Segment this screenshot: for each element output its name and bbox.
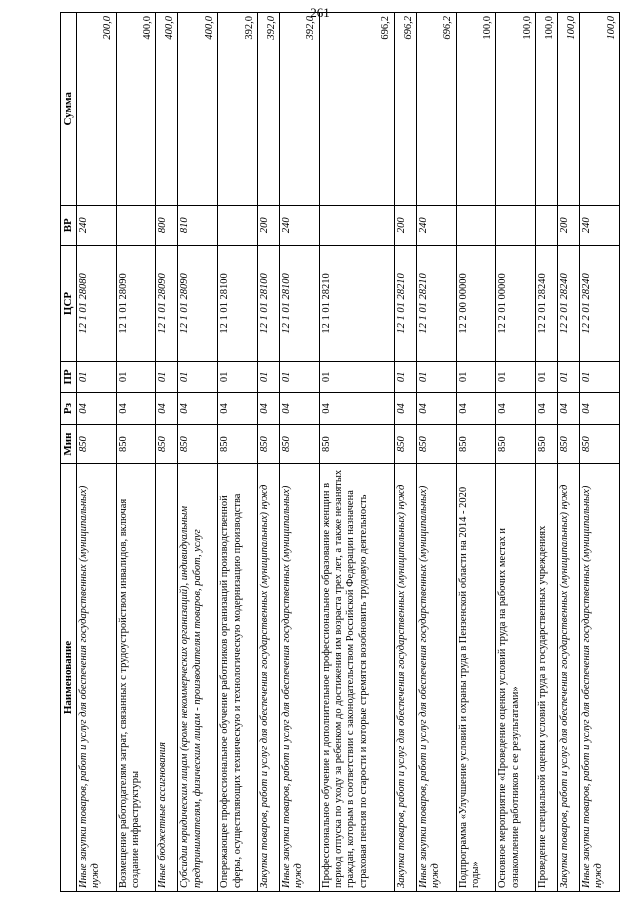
cell-min: 850 xyxy=(178,425,218,464)
cell-rz: 04 xyxy=(416,392,456,425)
table-row xyxy=(257,13,279,892)
table-row xyxy=(456,13,496,892)
cell-pr: 01 xyxy=(416,361,456,392)
cell-rz: 04 xyxy=(456,392,496,425)
header-vr: ВР xyxy=(61,205,77,245)
cell-sum: 100,0 xyxy=(496,13,536,206)
cell-sum: 100,0 xyxy=(558,13,580,206)
cell-sum: 696,2 xyxy=(416,13,456,206)
cell-rz: 04 xyxy=(156,392,178,425)
cell-pr: 01 xyxy=(496,361,536,392)
cell-vr xyxy=(496,205,536,245)
cell-rz: 04 xyxy=(218,392,258,425)
cell-min: 850 xyxy=(76,425,116,464)
cell-min: 850 xyxy=(116,425,156,464)
cell-vr xyxy=(319,205,394,245)
cell-pr: 01 xyxy=(76,361,116,392)
cell-pr: 01 xyxy=(536,361,558,392)
cell-pr: 01 xyxy=(156,361,178,392)
cell-rz: 04 xyxy=(536,392,558,425)
page-number: 261 xyxy=(310,5,330,20)
cell-csr: 12 2 01 28240 xyxy=(558,245,580,361)
table-row xyxy=(279,13,319,892)
cell-csr: 12 1 01 28080 xyxy=(76,245,116,361)
budget-table xyxy=(60,12,620,892)
table-row xyxy=(394,13,416,892)
cell-min: 850 xyxy=(319,425,394,464)
cell-name: Закупка товаров, работ и услуг для обеспечения государственных (муниципальных) нужд xyxy=(558,463,580,891)
cell-csr: 12 1 01 28100 xyxy=(218,245,258,361)
cell-rz: 04 xyxy=(394,392,416,425)
cell-vr xyxy=(218,205,258,245)
cell-name: Иные закупки товаров, работ и услуг для обеспечения государственных (муниципальных) нужд xyxy=(279,463,319,891)
cell-name: Основное мероприятие «Проведение оценки условий труда на рабочих местах и ознакомление работников с ее результатами» xyxy=(496,463,536,891)
table-row xyxy=(416,13,456,892)
cell-min: 850 xyxy=(536,425,558,464)
cell-name: Субсидии юридическим лицам (кроме некоммерческих организаций), индивидуальным предпринимателям, физическим лицам - производителям товаров, работ, услуг xyxy=(178,463,218,891)
cell-name: Закупка товаров, работ и услуг для обеспечения государственных (муниципальных) нужд xyxy=(257,463,279,891)
cell-name: Иные бюджетные ассигнования xyxy=(156,463,178,891)
table-row xyxy=(536,13,558,892)
cell-min: 850 xyxy=(156,425,178,464)
cell-vr: 240 xyxy=(416,205,456,245)
cell-rz: 04 xyxy=(580,392,620,425)
cell-sum: 100,0 xyxy=(536,13,558,206)
header-rz: Рз xyxy=(61,392,77,425)
rotated-table-container xyxy=(60,12,620,892)
cell-name: Профессиональное обучение и дополнительное профессиональное образование женщин в период отпуска по уходу за ребенком до достижения им возраста трех лет, а также незанятых граждан, которым в соответствии с законодательством Российской Федерации назначена страховая пенсия по старости и которые стремятся возобновить трудовую деятельность xyxy=(319,463,394,891)
cell-pr: 01 xyxy=(456,361,496,392)
cell-min: 850 xyxy=(558,425,580,464)
cell-csr: 12 1 01 28210 xyxy=(394,245,416,361)
cell-sum: 696,2 xyxy=(319,13,394,206)
cell-pr: 01 xyxy=(319,361,394,392)
cell-vr: 810 xyxy=(178,205,218,245)
cell-min: 850 xyxy=(394,425,416,464)
cell-rz: 04 xyxy=(76,392,116,425)
header-sum: Сумма xyxy=(61,13,77,206)
cell-vr: 200 xyxy=(558,205,580,245)
table-row xyxy=(580,13,620,892)
cell-sum: 400,0 xyxy=(178,13,218,206)
cell-pr: 01 xyxy=(218,361,258,392)
cell-vr xyxy=(536,205,558,245)
cell-min: 850 xyxy=(416,425,456,464)
cell-csr: 12 2 00 00000 xyxy=(456,245,496,361)
cell-name: Возмещение работодателям затрат, связанных с трудоустройством инвалидов, включая создание инфраструктуры xyxy=(116,463,156,891)
cell-sum: 400,0 xyxy=(156,13,178,206)
table-row xyxy=(116,13,156,892)
cell-sum: 100,0 xyxy=(580,13,620,206)
cell-csr: 12 1 01 28210 xyxy=(319,245,394,361)
cell-pr: 01 xyxy=(279,361,319,392)
table-row xyxy=(558,13,580,892)
header-name: Наименование xyxy=(61,463,77,891)
cell-min: 850 xyxy=(496,425,536,464)
cell-vr: 200 xyxy=(257,205,279,245)
cell-name: Подпрограмма «Улучшение условий и охраны труда в Пензенской области на 2014 - 2020 годы» xyxy=(456,463,496,891)
table-row xyxy=(76,13,116,892)
cell-rz: 04 xyxy=(116,392,156,425)
table-row xyxy=(218,13,258,892)
cell-sum: 696,2 xyxy=(394,13,416,206)
cell-name: Опережающее профессиональное обучение работников организаций производственной сферы, осуществляющих техническую и технологическую модернизацию производства xyxy=(218,463,258,891)
cell-csr: 12 1 01 28100 xyxy=(279,245,319,361)
cell-pr: 01 xyxy=(558,361,580,392)
cell-csr: 12 1 01 28090 xyxy=(156,245,178,361)
cell-pr: 01 xyxy=(178,361,218,392)
table-row xyxy=(178,13,218,892)
cell-sum: 200,0 xyxy=(76,13,116,206)
cell-rz: 04 xyxy=(558,392,580,425)
cell-name: Закупка товаров, работ и услуг для обеспечения государственных (муниципальных) нужд xyxy=(394,463,416,891)
cell-vr xyxy=(116,205,156,245)
cell-vr: 800 xyxy=(156,205,178,245)
table-row xyxy=(319,13,394,892)
cell-min: 850 xyxy=(580,425,620,464)
cell-csr: 12 1 01 28100 xyxy=(257,245,279,361)
cell-name: Иные закупки товаров, работ и услуг для обеспечения государственных (муниципальных) нужд xyxy=(416,463,456,891)
cell-rz: 04 xyxy=(319,392,394,425)
cell-sum: 100,0 xyxy=(456,13,496,206)
cell-vr: 240 xyxy=(76,205,116,245)
cell-name: Проведение специальной оценки условий труда в государственных учреждениях xyxy=(536,463,558,891)
cell-rz: 04 xyxy=(279,392,319,425)
cell-vr: 240 xyxy=(580,205,620,245)
cell-sum: 392,0 xyxy=(279,13,319,206)
cell-pr: 01 xyxy=(257,361,279,392)
header-pr: ПР xyxy=(61,361,77,392)
cell-csr: 12 2 01 28240 xyxy=(580,245,620,361)
cell-sum: 400,0 xyxy=(116,13,156,206)
cell-csr: 12 2 01 00000 xyxy=(496,245,536,361)
cell-rz: 04 xyxy=(496,392,536,425)
cell-pr: 01 xyxy=(394,361,416,392)
cell-vr: 200 xyxy=(394,205,416,245)
header-min: Мин xyxy=(61,425,77,464)
cell-csr: 12 1 01 28090 xyxy=(116,245,156,361)
cell-pr: 01 xyxy=(580,361,620,392)
cell-pr: 01 xyxy=(116,361,156,392)
cell-rz: 04 xyxy=(257,392,279,425)
cell-sum: 392,0 xyxy=(257,13,279,206)
cell-sum: 392,0 xyxy=(218,13,258,206)
header-csr: ЦСР xyxy=(61,245,77,361)
cell-csr: 12 1 01 28210 xyxy=(416,245,456,361)
cell-vr xyxy=(456,205,496,245)
cell-csr: 12 1 01 28090 xyxy=(178,245,218,361)
cell-csr: 12 2 01 28240 xyxy=(536,245,558,361)
table-header-row xyxy=(61,13,77,892)
cell-min: 850 xyxy=(279,425,319,464)
table-row xyxy=(496,13,536,892)
cell-min: 850 xyxy=(218,425,258,464)
cell-vr: 240 xyxy=(279,205,319,245)
cell-min: 850 xyxy=(257,425,279,464)
cell-name: Иные закупки товаров, работ и услуг для обеспечения государственных (муниципальных) нужд xyxy=(580,463,620,891)
cell-name: Иные закупки товаров, работ и услуг для обеспечения государственных (муниципальных) нужд xyxy=(76,463,116,891)
cell-min: 850 xyxy=(456,425,496,464)
table-row xyxy=(156,13,178,892)
cell-rz: 04 xyxy=(178,392,218,425)
